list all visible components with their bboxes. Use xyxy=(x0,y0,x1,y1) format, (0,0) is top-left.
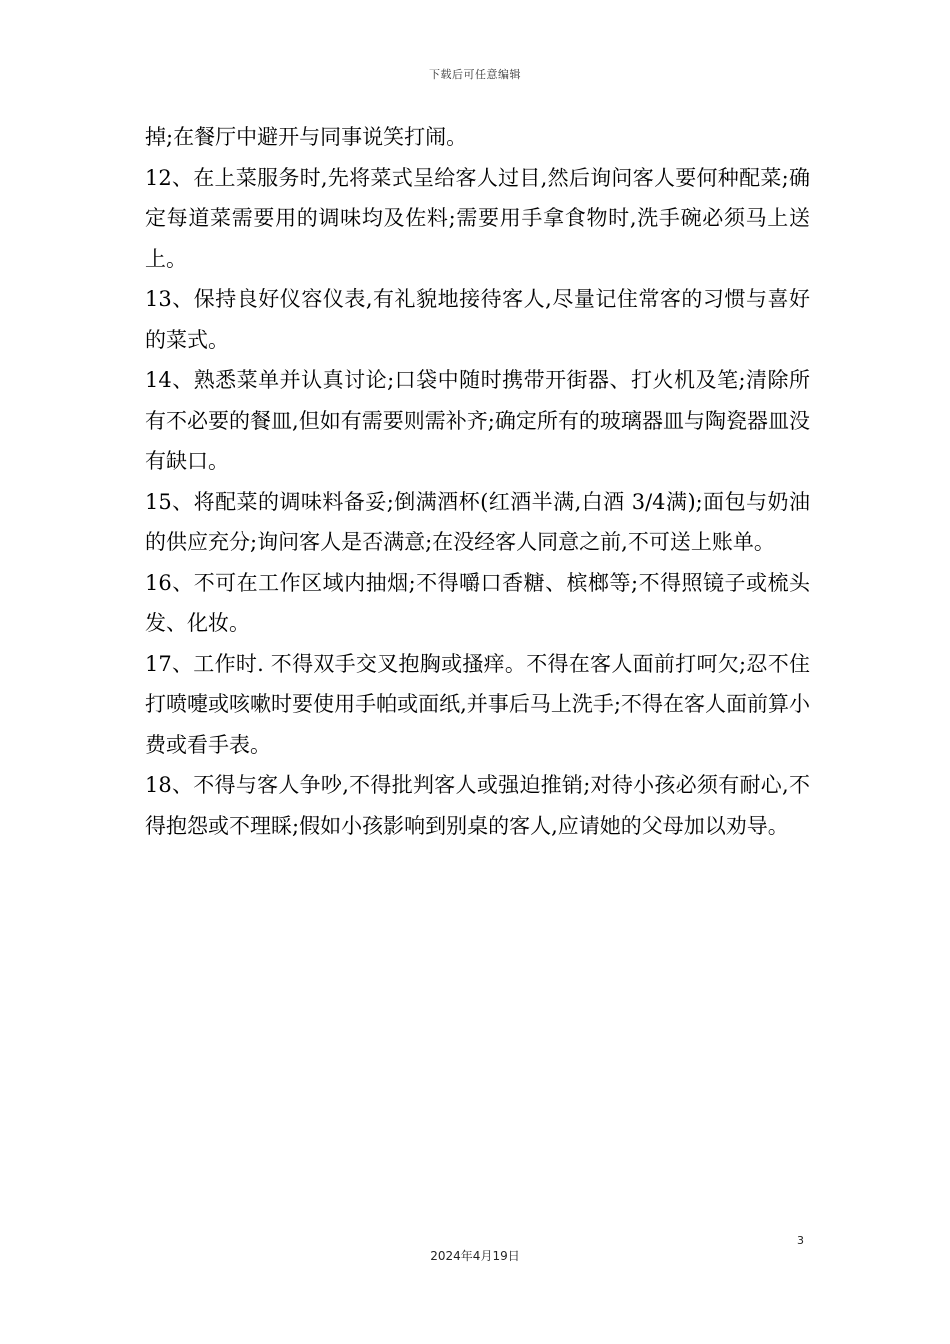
paragraph-item-18: 18、不得与客人争吵,不得批判客人或强迫推销;对待小孩必须有耐心,不得抱怨或不理睬;假如小孩影响到别桌的客人,应请她的父母加以劝导。 xyxy=(145,773,810,838)
paragraph-item-13: 13、保持良好仪容仪表,有礼貌地接待客人,尽量记住常客的习惯与喜好的菜式。 xyxy=(145,287,810,352)
paragraph-item-15: 15、将配菜的调味料备妥;倒满酒杯(红酒半满,白酒 3/4满);面包与奶油的供应充分;询问客人是否满意;在没经客人同意之前,不可送上账单。 xyxy=(145,489,810,554)
page-footer-date: 2024年4月19日 xyxy=(430,1249,520,1263)
paragraph-item-16: 16、不可在工作区域内抽烟;不得嚼口香糖、槟榔等;不得照镜子或梳头发、化妆。 xyxy=(145,570,810,635)
document-body xyxy=(145,117,810,846)
paragraph-item-17: 17、工作时. 不得双手交叉抱胸或搔痒。不得在客人面前打呵欠;忍不住打喷嚏或咳嗽时要使用手帕或面纸,并事后马上洗手;不得在客人面前算小费或看手表。 xyxy=(145,651,810,757)
page-number: 3 xyxy=(797,1234,804,1247)
paragraph-item-14: 14、熟悉菜单并认真讨论;口袋中随时携带开街器、打火机及笔;清除所有不必要的餐皿,但如有需要则需补齐;确定所有的玻璃器皿与陶瓷器皿没有缺口。 xyxy=(145,368,810,473)
paragraph-continuation: 掉;在餐厅中避开与同事说笑打闹。 xyxy=(145,125,468,149)
paragraph-item-12: 12、在上菜服务时,先将菜式呈给客人过目,然后询问客人要何种配菜;确定每道菜需要用的调味均及佐料;需要用手拿食物时,洗手碗必须马上送上。 xyxy=(145,165,810,271)
page-header: 下载后可任意编辑 xyxy=(429,68,521,81)
